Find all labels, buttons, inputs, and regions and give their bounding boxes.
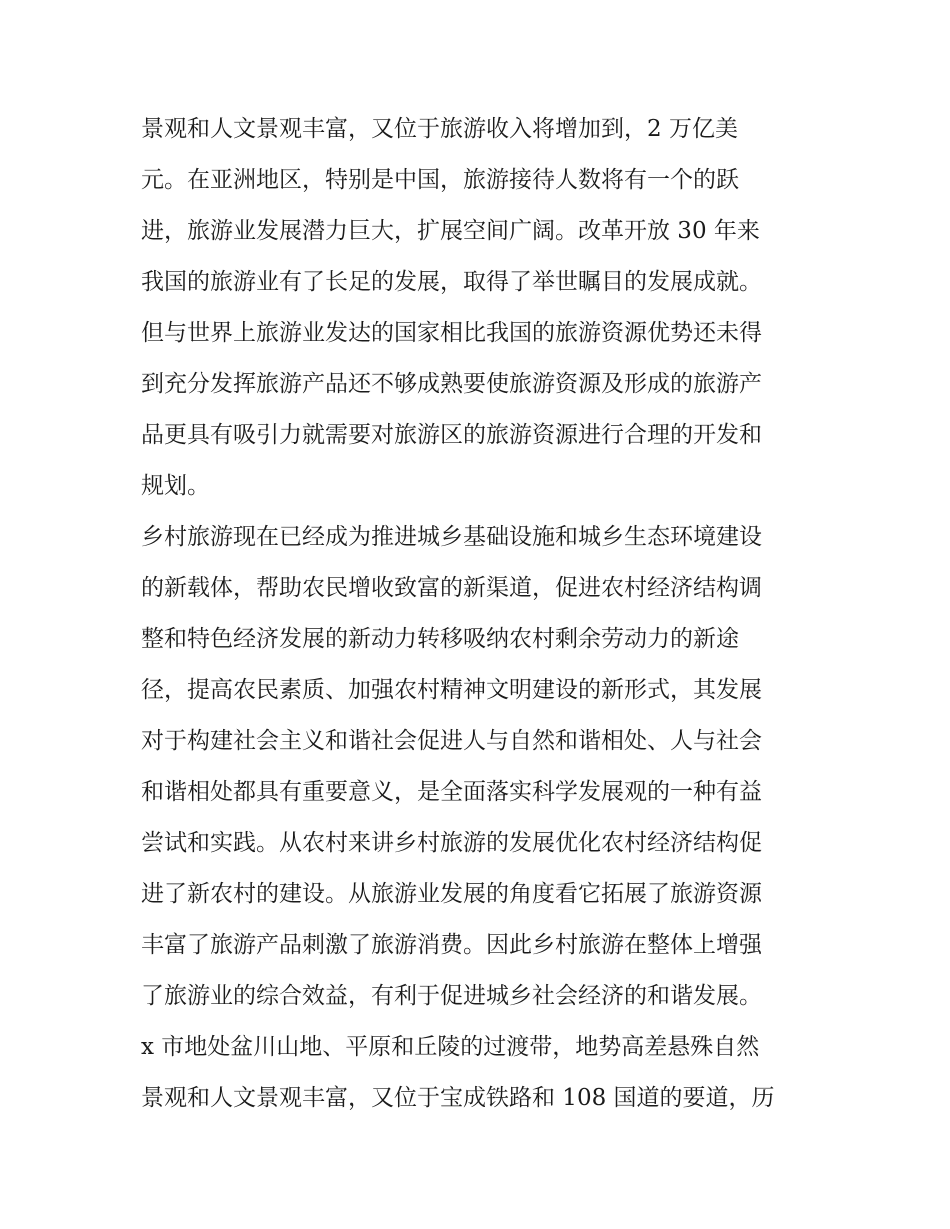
text-line: 对于构建社会主义和谐社会促进人与自然和谐相处、人与社会: [141, 728, 762, 754]
text-line: 径，提高农民素质、加强农村精神文明建设的新形式，其发展: [141, 677, 762, 703]
text-line: 但与世界上旅游业发达的国家相比我国的旅游资源优势还未得: [141, 320, 762, 346]
text-line: 和谐相处都具有重要意义，是全面落实科学发展观的一种有益: [141, 779, 762, 805]
text-line: 整和特色经济发展的新动力转移吸纳农村剩余劳动力的新途: [141, 626, 739, 652]
text-line: 到充分发挥旅游产品还不够成熟要使旅游资源及形成的旅游产: [141, 371, 762, 397]
text-line: 乡村旅游现在已经成为推进城乡基础设施和城乡生态环境建设: [141, 524, 762, 550]
text-line: 景观和人文景观丰富，又位于旅游收入将增加到，2 万亿美: [141, 116, 738, 142]
text-line: x 市地处盆川山地、平原和丘陵的过渡带，地势高差悬殊自然: [141, 1034, 760, 1060]
text-line: 景观和人文景观丰富，又位于宝成铁路和 108 国道的要道，历: [141, 1085, 775, 1111]
text-line: 品更具有吸引力就需要对旅游区的旅游资源进行合理的开发和: [141, 422, 762, 448]
text-line: 元。在亚洲地区，特别是中国，旅游接待人数将有一个的跃: [141, 167, 739, 193]
text-line: 尝试和实践。从农村来讲乡村旅游的发展优化农村经济结构促: [141, 830, 762, 856]
text-line: 规划。: [141, 473, 210, 499]
text-line: 的新载体，帮助农民增收致富的新渠道，促进农村经济结构调: [141, 575, 762, 601]
text-line: 进了新农村的建设。从旅游业发展的角度看它拓展了旅游资源: [141, 881, 762, 907]
text-line: 了旅游业的综合效益，有利于促进城乡社会经济的和谐发展。: [141, 983, 762, 1009]
text-line: 我国的旅游业有了长足的发展，取得了举世瞩目的发展成就。: [141, 269, 762, 295]
text-line: 丰富了旅游产品刺激了旅游消费。因此乡村旅游在整体上增强: [141, 932, 762, 958]
text-line: 进，旅游业发展潜力巨大，扩展空间广阔。改革开放 30 年来: [141, 218, 760, 244]
